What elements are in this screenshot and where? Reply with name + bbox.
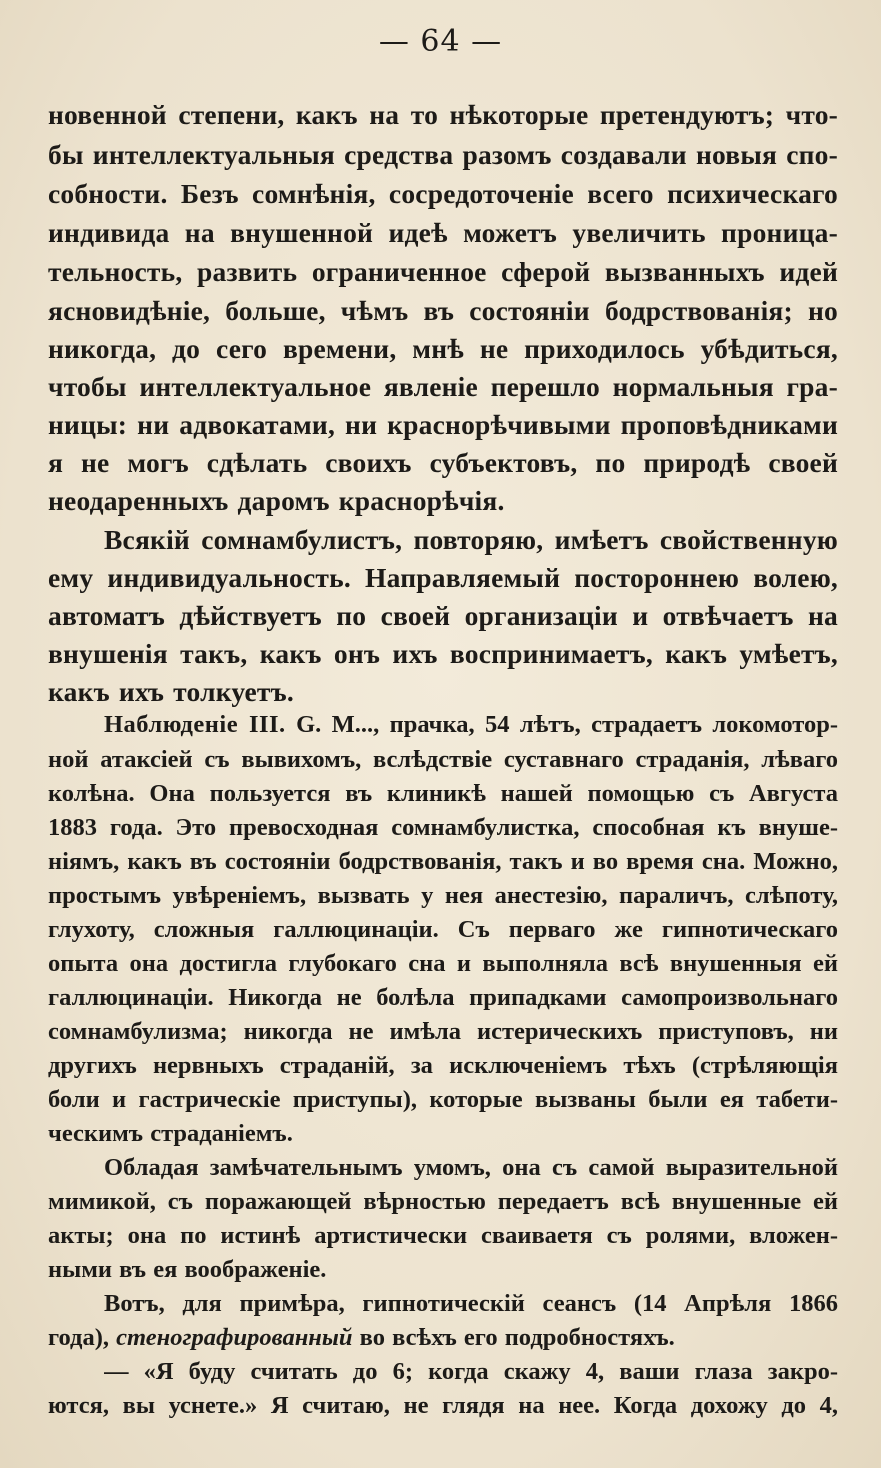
- text-fragment: во всѣхъ его подробностяхъ.: [352, 1324, 675, 1351]
- text-line: тельность, развить ограниченное сферой вызванныхъ идей: [48, 256, 838, 287]
- text-line: никогда, до сего времени, мнѣ не приходилось убѣдиться,: [48, 333, 838, 364]
- text-line: автоматъ дѣйствуетъ по своей организаціи и отвѣчаетъ на: [48, 600, 838, 631]
- text-line: новенной степени, какъ на то нѣкоторые претендуютъ; что-: [48, 99, 838, 130]
- observation-heading: Наблюденіе III.: [104, 711, 286, 738]
- text-line: ными въ ея воображеніе.: [48, 1256, 327, 1283]
- text-line: ему индивидуальность. Направляемый постороннею волею,: [48, 562, 838, 593]
- text-line: [48, 1320, 838, 1356]
- text-line: простымъ увѣреніемъ, вызвать у нея анестезію, параличъ, слѣпоту,: [48, 882, 838, 909]
- text-line: другихъ нервныхъ страданій, за исключеніемъ тѣхъ (стрѣляющія: [48, 1052, 838, 1079]
- text-line: я не могъ сдѣлать своихъ субъектовъ, по природѣ своей: [48, 447, 838, 478]
- text-fragment: года),: [48, 1324, 117, 1351]
- text-line: [104, 707, 838, 743]
- text-line: колѣна. Она пользуется въ клиникѣ нашей помощью съ Августа: [48, 780, 838, 807]
- text-line: Обладая замѣчательнымъ умомъ, она съ самой выразительной: [104, 1154, 838, 1181]
- text-line: — «Я буду считать до 6; когда скажу 4, ваши глаза закро-: [104, 1358, 838, 1385]
- text-line: сомнамбулизма; никогда не имѣла истерическихъ приступовъ, ни: [48, 1018, 838, 1045]
- text-line: чтобы интеллектуальное явленіе перешло нормальныя гра-: [48, 371, 838, 402]
- text-line: галлюцинаціи. Никогда не болѣла припадками самопроизвольнаго: [48, 984, 838, 1011]
- text-line: какъ ихъ толкуетъ.: [48, 676, 294, 707]
- text-line: мимикой, съ поражающей вѣрностью передаетъ всѣ внушенные ей: [48, 1188, 838, 1215]
- text-line: ницы: ни адвокатами, ни краснорѣчивыми проповѣдниками: [48, 409, 838, 440]
- observation-first-line: G. M..., прачка, 54 лѣтъ, страдаетъ локомотор-: [285, 711, 838, 738]
- text-line: бы интеллектуальныя средства разомъ создавали новыя спо-: [48, 139, 838, 170]
- text-line: собности. Безъ сомнѣнія, сосредоточеніе всего психическаго: [48, 178, 838, 209]
- page-number: — 64 —: [378, 24, 503, 59]
- text-line: акты; она по истинѣ артистически сваиваетя съ ролями, вложен-: [48, 1222, 838, 1249]
- text-line: ются, вы уснете.» Я считаю, не глядя на нее. Когда дохожу до 4,: [48, 1392, 838, 1419]
- text-line: Всякій сомнамбулистъ, повторяю, имѣетъ свойственную: [104, 524, 838, 555]
- text-line: глухоту, сложныя галлюцинаціи. Съ перваго же гипнотическаго: [48, 916, 838, 943]
- text-line: Вотъ, для примѣра, гипнотическій сеансъ (14 Апрѣля 1866: [104, 1290, 838, 1317]
- text-line: ной атаксіей съ вывихомъ, вслѣдствіе суставнаго страданія, лѣваго: [48, 746, 838, 773]
- text-line: ясновидѣніе, больше, чѣмъ въ состояніи бодрствованія; но: [48, 295, 838, 326]
- italic-term: стенографированный: [116, 1324, 353, 1351]
- text-line: опыта она достигла глубокаго сна и выполняла всѣ внушенныя ей: [48, 950, 838, 977]
- text-line: боли и гастрическіе приступы), которые вызваны были ея табети-: [48, 1086, 838, 1113]
- text-line: индивида на внушенной идеѣ можетъ увеличить проницa-: [48, 217, 838, 248]
- text-line: неодаренныхъ даромъ краснорѣчія.: [48, 485, 505, 516]
- text-line: ніямъ, какъ въ состояніи бодрствованія, такъ и во время сна. Можно,: [48, 848, 838, 875]
- text-line: ческимъ страданіемъ.: [48, 1120, 293, 1147]
- text-line: 1883 года. Это превосходная сомнамбулистка, способная къ внуше-: [48, 814, 838, 841]
- text-line: внушенія такъ, какъ онъ ихъ воспринимаетъ, какъ умѣетъ,: [48, 638, 838, 669]
